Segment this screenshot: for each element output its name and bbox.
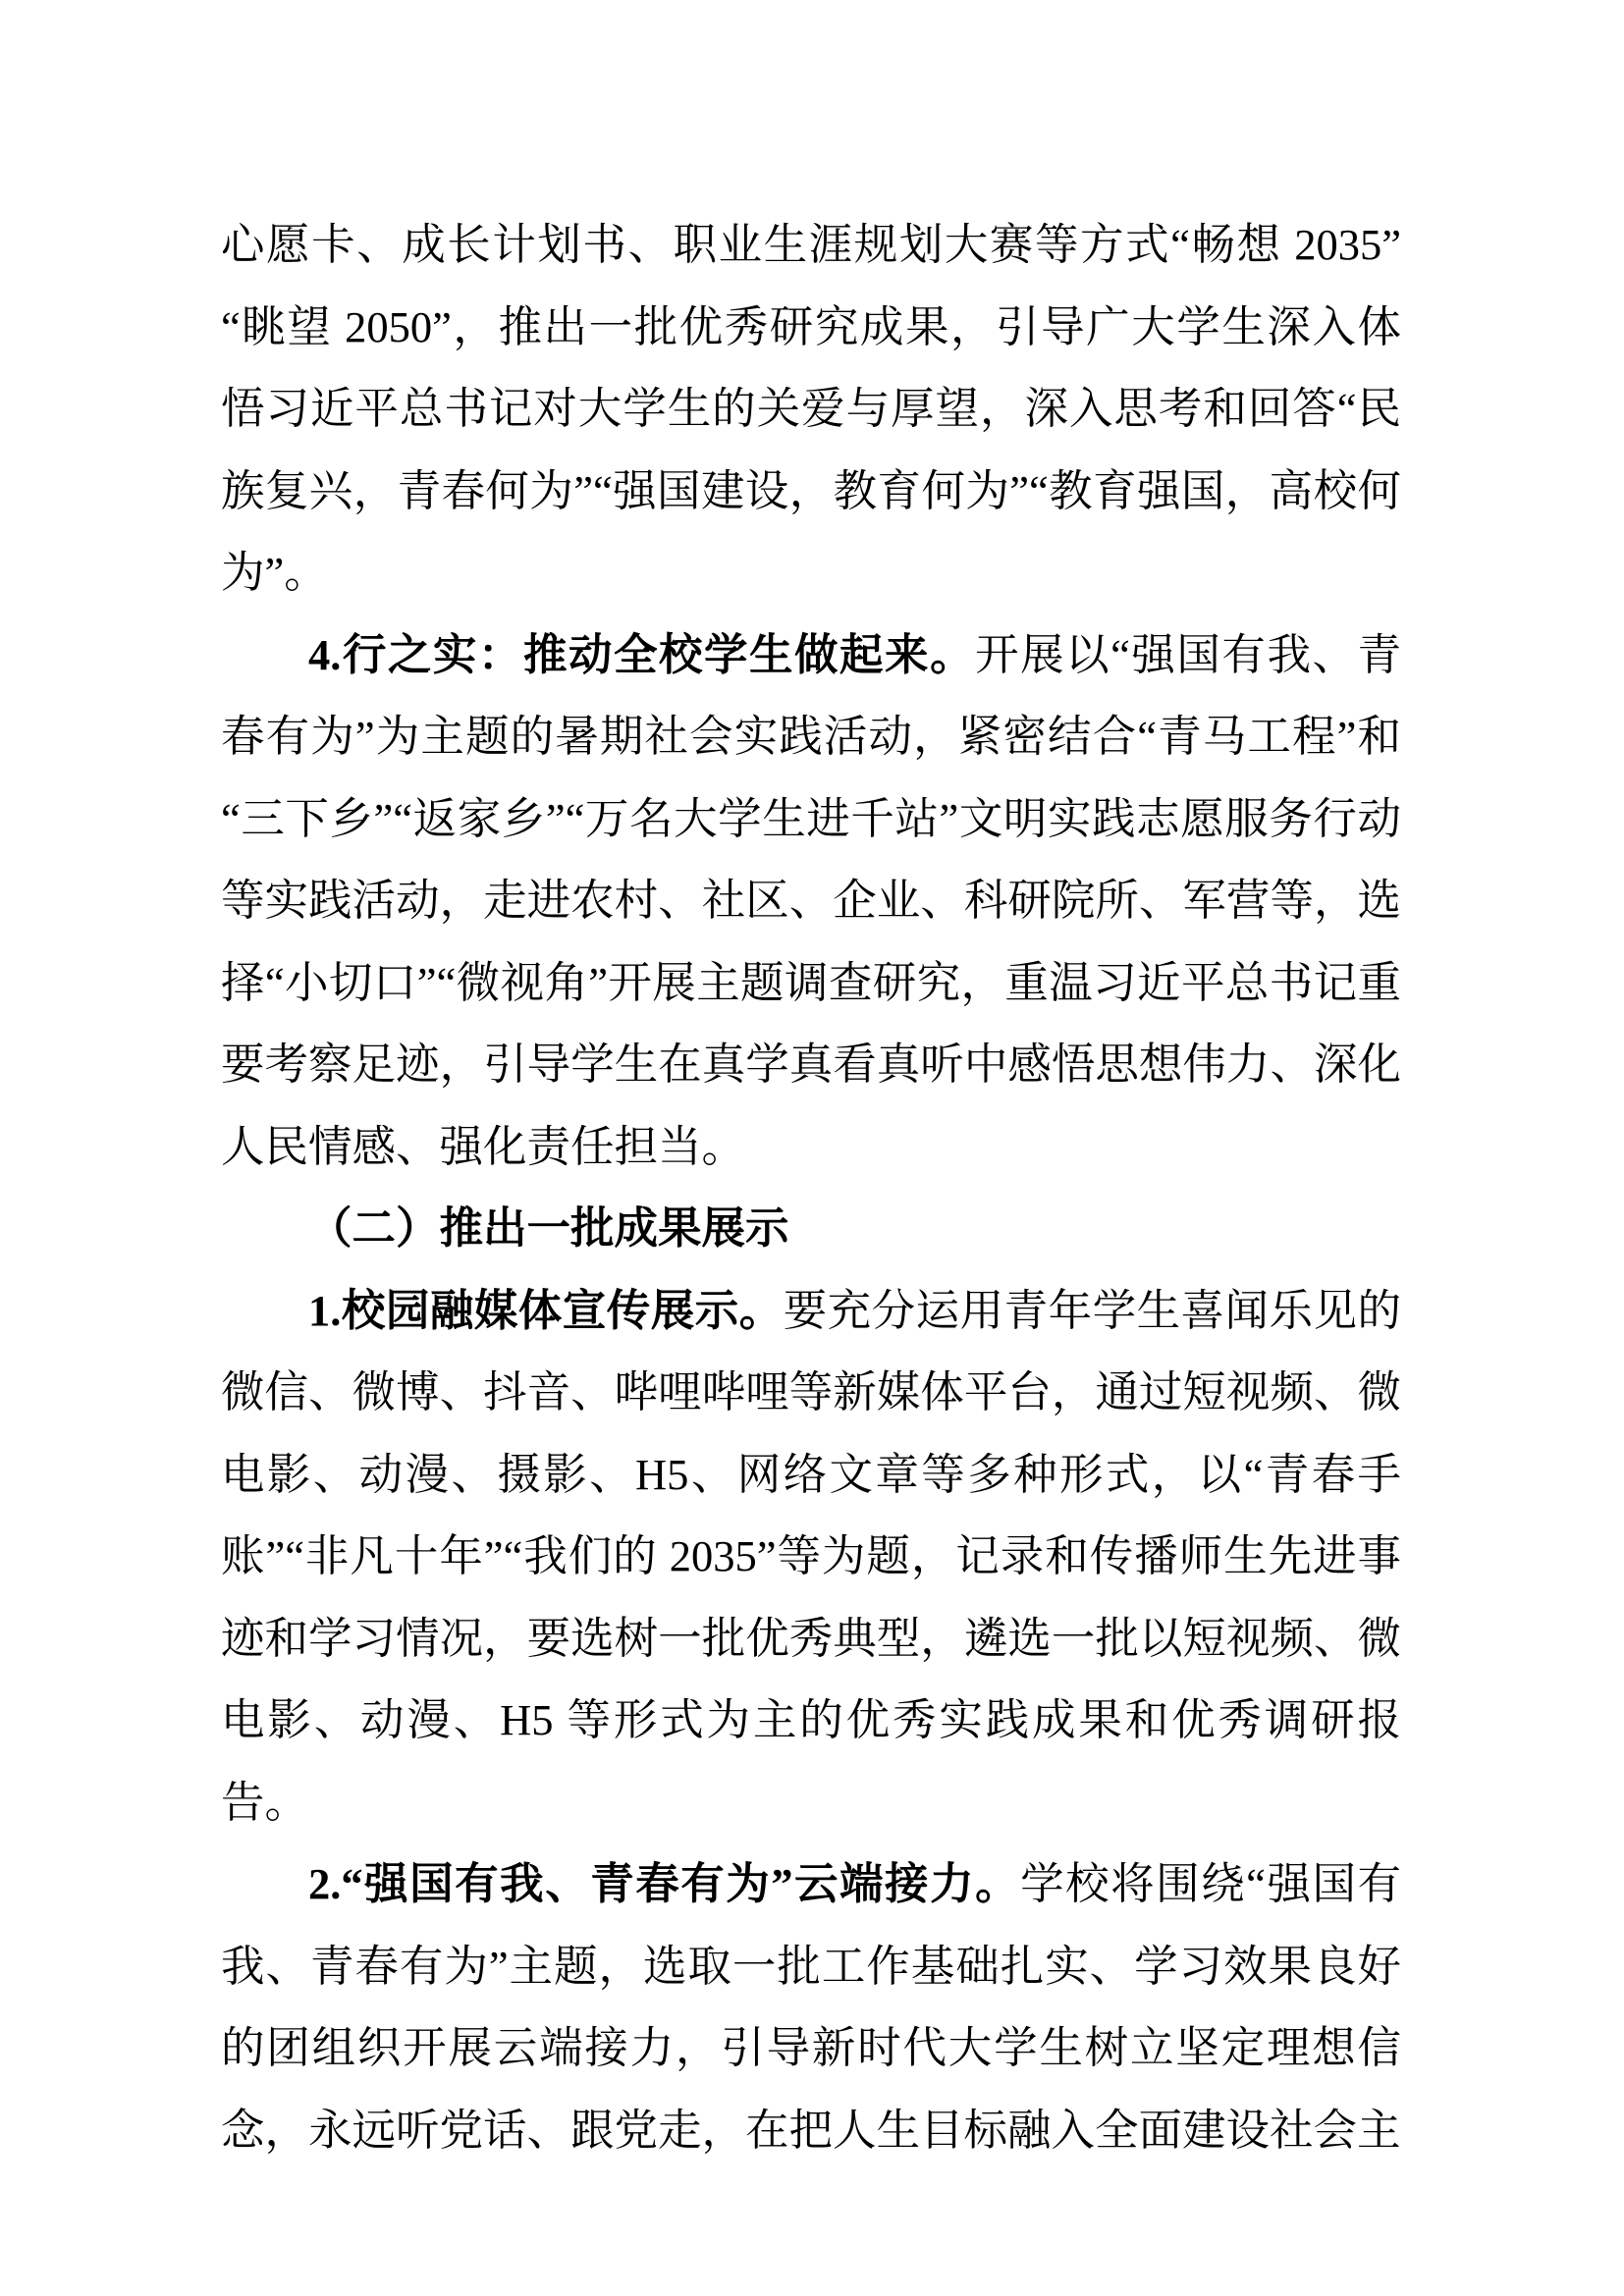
section-heading-run: （二）推出一批成果展示 — [308, 1203, 789, 1253]
text-run: 心愿卡、成长计划书、职业生涯规划大赛等方式“畅想 2035”“眺望 2050”，推出一批优秀研究成果，引导广大学生深入体悟习近平总书记对大学生的关爱与厚望，深入思考和回答“民族复兴，青春何为”“强国建设，教育何为”“教育强国，高校何为”。 — [221, 220, 1401, 597]
text-run: 学校将围绕“强国有我、青春有为”主题，选取一批工作基础扎实、学习效果良好的团组织开展云端接力，引导新时代大学生树立坚定理想信念，永远听党话、跟党走，在把人生目标融入全面建设社会主 — [221, 1859, 1401, 2155]
paragraph-item-4 — [221, 614, 1401, 1189]
paragraph-item-2 — [221, 1843, 1401, 2171]
paragraph-continuation — [221, 204, 1401, 614]
paragraph-item-1 — [221, 1270, 1401, 1844]
section-heading — [221, 1188, 1401, 1270]
bold-lead-run: 4.行之实：推动全校学生做起来。 — [308, 629, 976, 679]
bold-lead-run: 2.“强国有我、青春有为”云端接力。 — [308, 1859, 1021, 1908]
text-run: 要充分运用青年学生喜闻乐见的微信、微博、抖音、哔哩哔哩等新媒体平台，通过短视频、微电影、动漫、摄影、H5、网络文章等多种形式，以“青春手账”“非凡十年”“我们的 2035”等为题，记录和传播师生先进事迹和学习情况，要选树一批优秀典型，遴选一批以短视频、微电影、动漫、H5 等形式为主的优秀实践成果和优秀调研报告。 — [221, 1285, 1401, 1827]
bold-lead-run: 1.校园融媒体宣传展示。 — [308, 1285, 784, 1335]
text-run: 开展以“强国有我、青春有为”为主题的暑期社会实践活动，紧密结合“青马工程”和“三下乡”“返家乡”“万名大学生进千站”文明实践志愿服务行动等实践活动，走进农村、社区、企业、科研院所、军营等，选择“小切口”“微视角”开展主题调查研究，重温习近平总书记重要考察足迹，引导学生在真学真看真听中感悟思想伟力、深化人民情感、强化责任担当。 — [221, 629, 1401, 1171]
